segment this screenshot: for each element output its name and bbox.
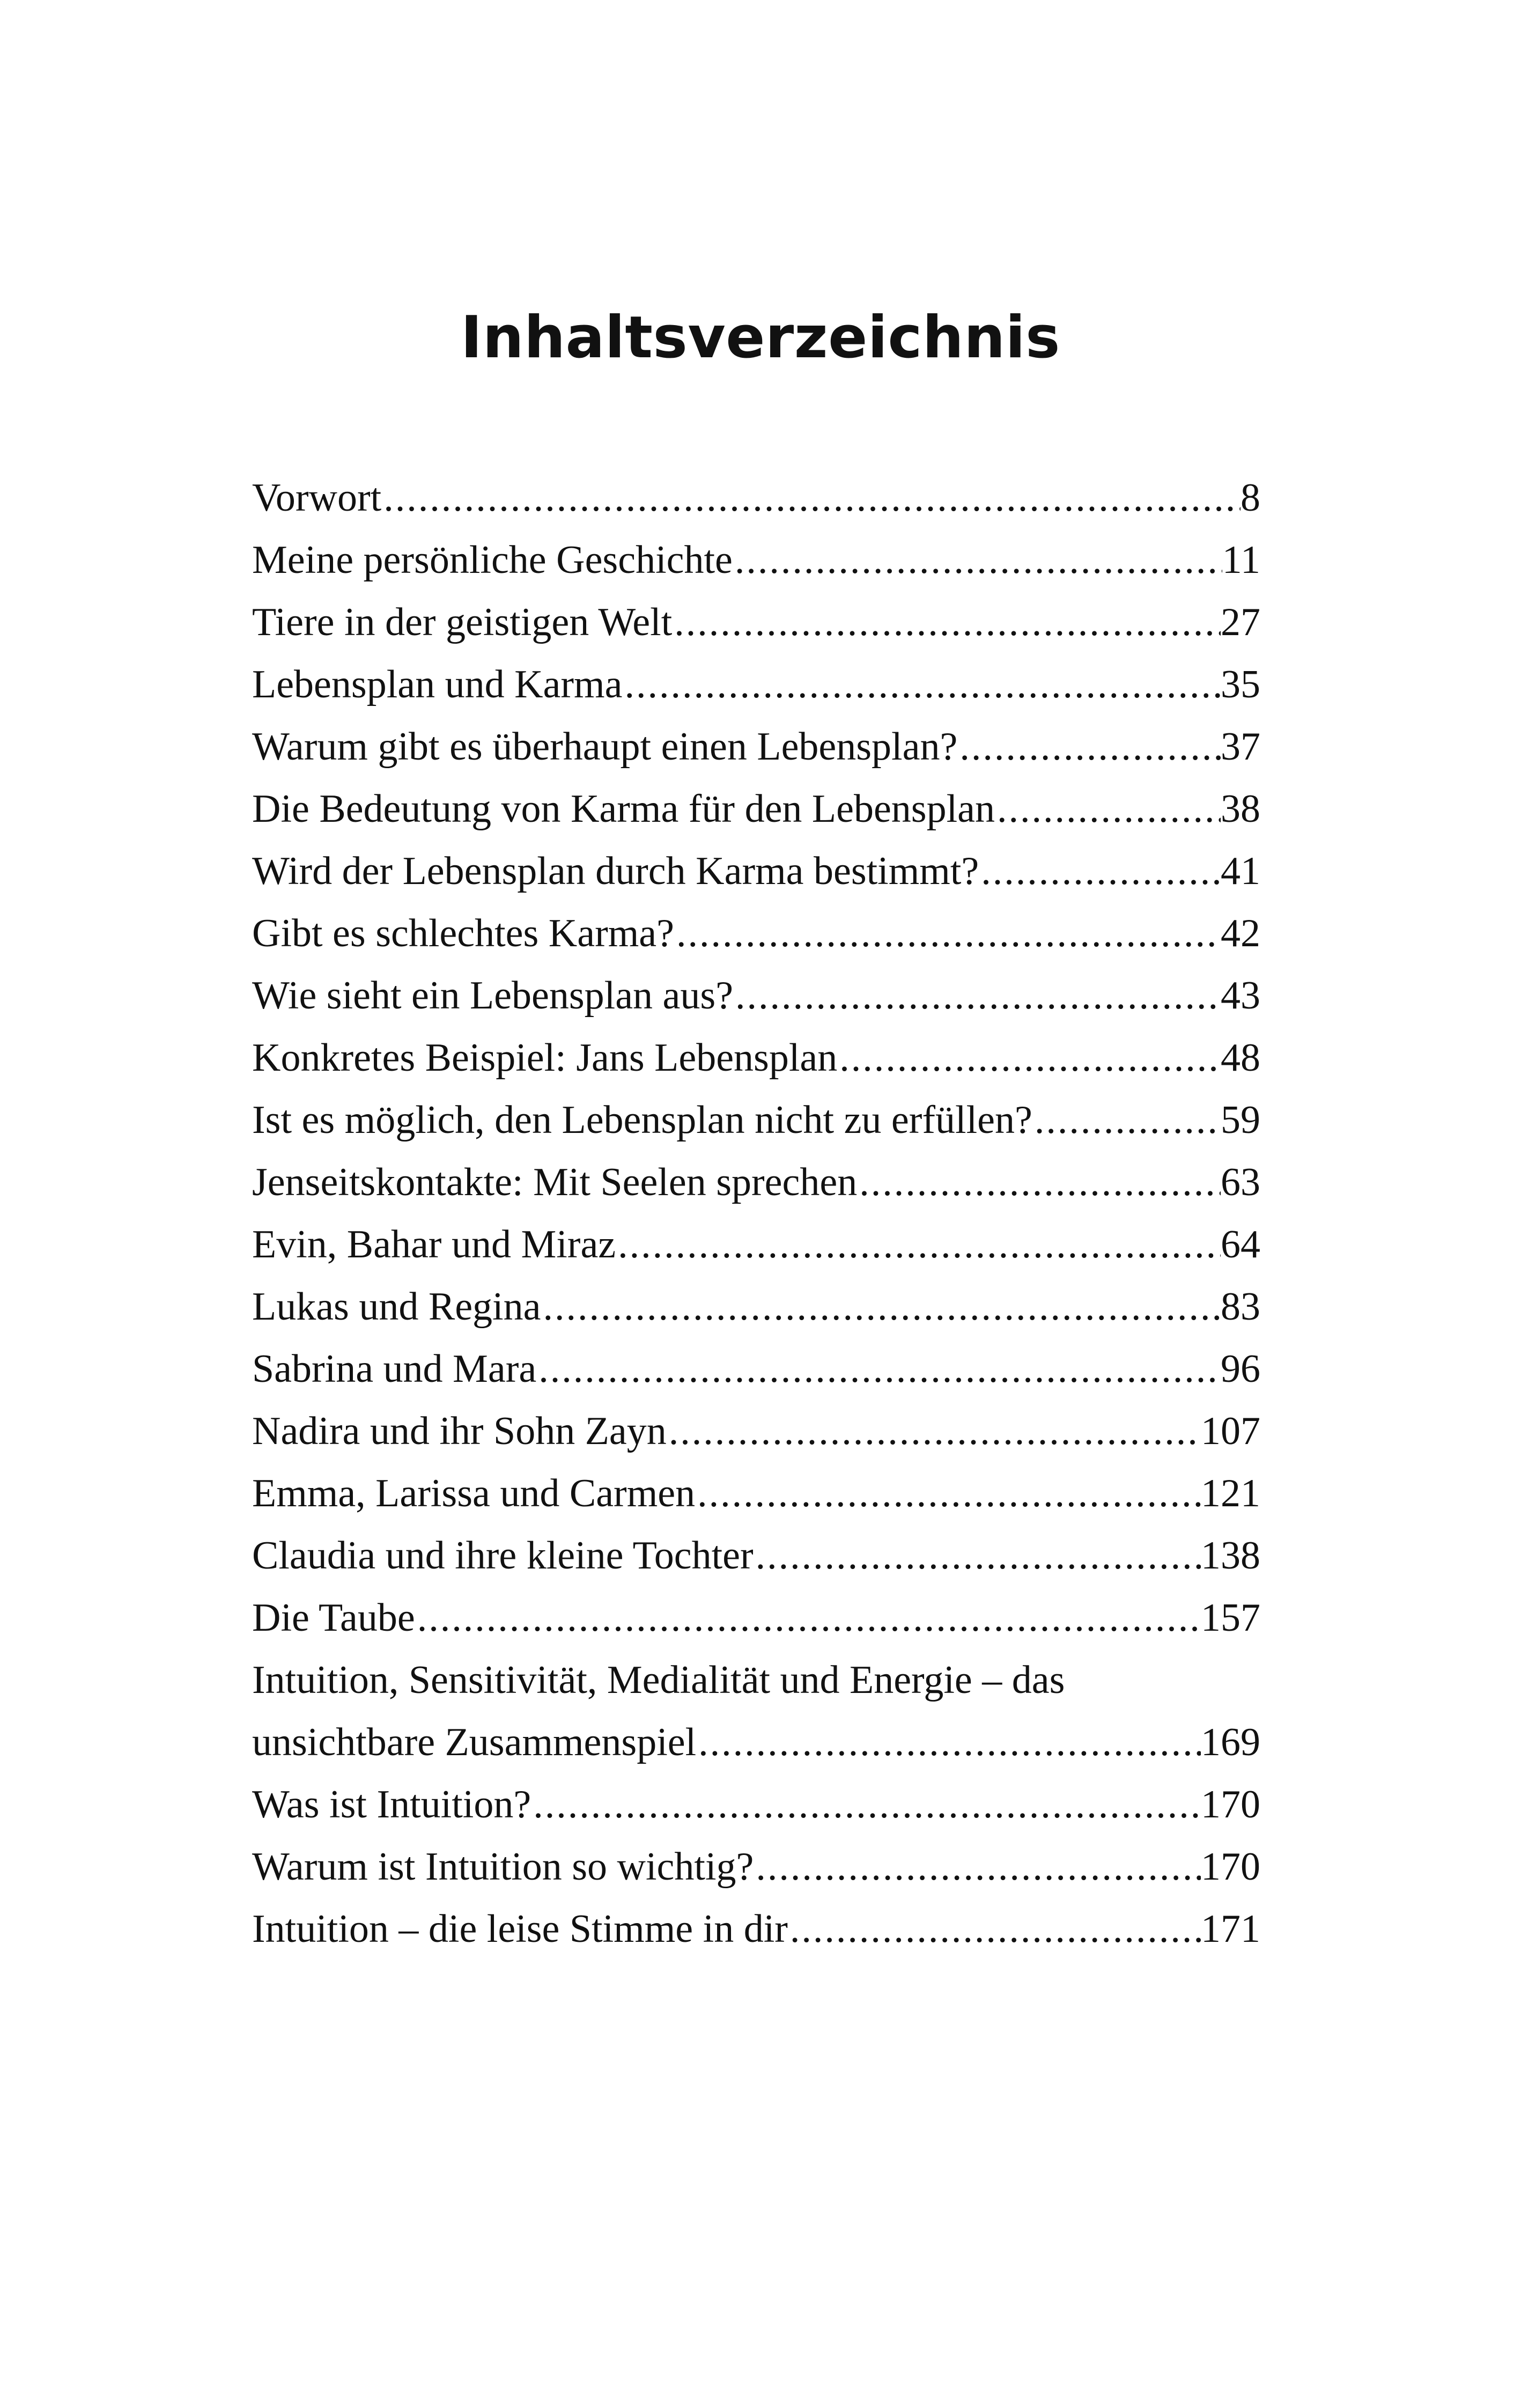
toc-entry <box>252 529 1260 591</box>
dot-leader <box>837 1027 1221 1089</box>
toc-entry <box>252 1836 1260 1898</box>
toc-entry-title: Claudia und ihre kleine Tochter <box>252 1534 754 1578</box>
toc-entry-title: Konkretes Beispiel: Jans Lebensplan <box>252 1036 838 1080</box>
toc-entry <box>252 1151 1260 1213</box>
toc-entry-title: Die Taube <box>252 1596 415 1640</box>
dot-leader <box>381 467 1241 529</box>
dot-leader <box>979 840 1221 902</box>
toc-entry <box>252 1338 1260 1400</box>
dot-leader <box>531 1773 1201 1836</box>
toc-page-number: 107 <box>1201 1409 1260 1453</box>
toc-page-number: 169 <box>1201 1720 1260 1764</box>
toc-page-number: 64 <box>1221 1223 1260 1266</box>
toc-entry <box>252 1898 1260 1960</box>
toc-entry <box>252 1400 1260 1462</box>
toc-entry-title: Warum ist Intuition so wichtig? <box>252 1845 754 1889</box>
toc-entry <box>252 1213 1260 1276</box>
dot-leader <box>622 653 1221 716</box>
toc-entry <box>252 1089 1260 1151</box>
toc-page-number: 8 <box>1241 476 1260 520</box>
dot-leader <box>695 1462 1201 1525</box>
toc-entry-title: Ist es möglich, den Lebensplan nicht zu erfüllen? <box>252 1098 1032 1142</box>
toc-page-number: 27 <box>1221 600 1260 644</box>
dot-leader <box>788 1898 1201 1960</box>
dot-leader <box>696 1711 1201 1773</box>
toc-entry-title: Sabrina und Mara <box>252 1347 537 1391</box>
dot-leader <box>415 1587 1201 1649</box>
toc-entry-title: Gibt es schlechtes Karma? <box>252 911 674 955</box>
toc-entry-title: Meine persönliche Geschichte <box>252 538 733 582</box>
toc-page-number: 96 <box>1221 1347 1260 1391</box>
toc-entry <box>252 1711 1260 1773</box>
toc-page-number: 170 <box>1201 1845 1260 1889</box>
toc-entry-title: Jenseitskontakte: Mit Seelen sprechen <box>252 1160 858 1204</box>
dot-leader <box>857 1151 1221 1213</box>
toc-entry <box>252 1525 1260 1587</box>
dot-leader <box>733 964 1221 1027</box>
toc-entry <box>252 840 1260 902</box>
toc-page-number: 63 <box>1221 1160 1260 1204</box>
toc-entry-title: Tiere in der geistigen Welt <box>252 600 673 644</box>
dot-leader <box>616 1213 1221 1276</box>
toc-entry <box>252 716 1260 778</box>
dot-leader <box>541 1276 1221 1338</box>
toc-entry-title: Intuition, Sensitivität, Medialität und Energie – das <box>252 1658 1065 1702</box>
dot-leader <box>667 1400 1201 1462</box>
toc-entry-title: Was ist Intuition? <box>252 1783 531 1827</box>
toc-entry <box>252 591 1260 653</box>
toc-page-number: 157 <box>1201 1596 1260 1640</box>
toc-entry <box>252 653 1260 716</box>
toc-page-number: 48 <box>1221 1036 1260 1080</box>
toc-page-number: 11 <box>1222 538 1260 582</box>
toc-entry-title: Lebensplan und Karma <box>252 662 623 706</box>
toc-entry-title: Intuition – die leise Stimme in dir <box>252 1907 788 1951</box>
dot-leader <box>733 529 1222 591</box>
toc-entry <box>252 1027 1260 1089</box>
toc-entry-title: Nadira und ihr Sohn Zayn <box>252 1409 667 1453</box>
toc-entry <box>252 902 1260 964</box>
dot-leader <box>536 1338 1221 1400</box>
page-title: Inhaltsverzeichnis <box>461 304 1060 371</box>
dot-leader <box>1032 1089 1221 1151</box>
toc-page-number: 38 <box>1221 787 1260 831</box>
toc-page-number: 42 <box>1221 911 1260 955</box>
toc-page-number: 59 <box>1221 1098 1260 1142</box>
toc-page-number: 170 <box>1201 1783 1260 1827</box>
toc-page-number: 171 <box>1201 1907 1260 1951</box>
toc-entry-title: Evin, Bahar und Miraz <box>252 1223 616 1266</box>
toc-entry-title: Warum gibt es überhaupt einen Lebensplan? <box>252 725 958 769</box>
toc-entry-title: unsichtbare Zusammenspiel <box>252 1720 697 1764</box>
toc-page-number: 121 <box>1201 1471 1260 1515</box>
toc-entry <box>252 1462 1260 1525</box>
toc-page-number: 43 <box>1221 974 1260 1018</box>
toc-page-number: 37 <box>1221 725 1260 769</box>
toc-page-number: 83 <box>1221 1285 1260 1329</box>
toc-entry <box>252 1773 1260 1836</box>
toc-page-number: 138 <box>1201 1534 1260 1578</box>
dot-leader <box>754 1525 1201 1587</box>
dot-leader <box>672 591 1221 653</box>
toc-entry <box>252 964 1260 1027</box>
toc-page-number: 35 <box>1221 662 1260 706</box>
toc-page-number: 41 <box>1221 849 1260 893</box>
toc-entry-title: Wird der Lebensplan durch Karma bestimmt? <box>252 849 979 893</box>
toc-entry <box>252 1276 1260 1338</box>
dot-leader <box>995 778 1221 840</box>
toc-entry <box>252 467 1260 529</box>
toc-entry <box>252 778 1260 840</box>
toc-entry-title: Emma, Larissa und Carmen <box>252 1471 696 1515</box>
dot-leader <box>754 1836 1201 1898</box>
toc-entry <box>252 1587 1260 1649</box>
toc-entry-title: Wie sieht ein Lebensplan aus? <box>252 974 734 1018</box>
toc-entry <box>252 1649 1260 1711</box>
table-of-contents <box>252 467 1260 1960</box>
toc-entry-title: Vorwort <box>252 476 382 520</box>
dot-leader <box>957 716 1221 778</box>
toc-entry-title: Die Bedeutung von Karma für den Lebensplan <box>252 787 995 831</box>
dot-leader <box>674 902 1221 964</box>
toc-entry-title: Lukas und Regina <box>252 1285 541 1329</box>
